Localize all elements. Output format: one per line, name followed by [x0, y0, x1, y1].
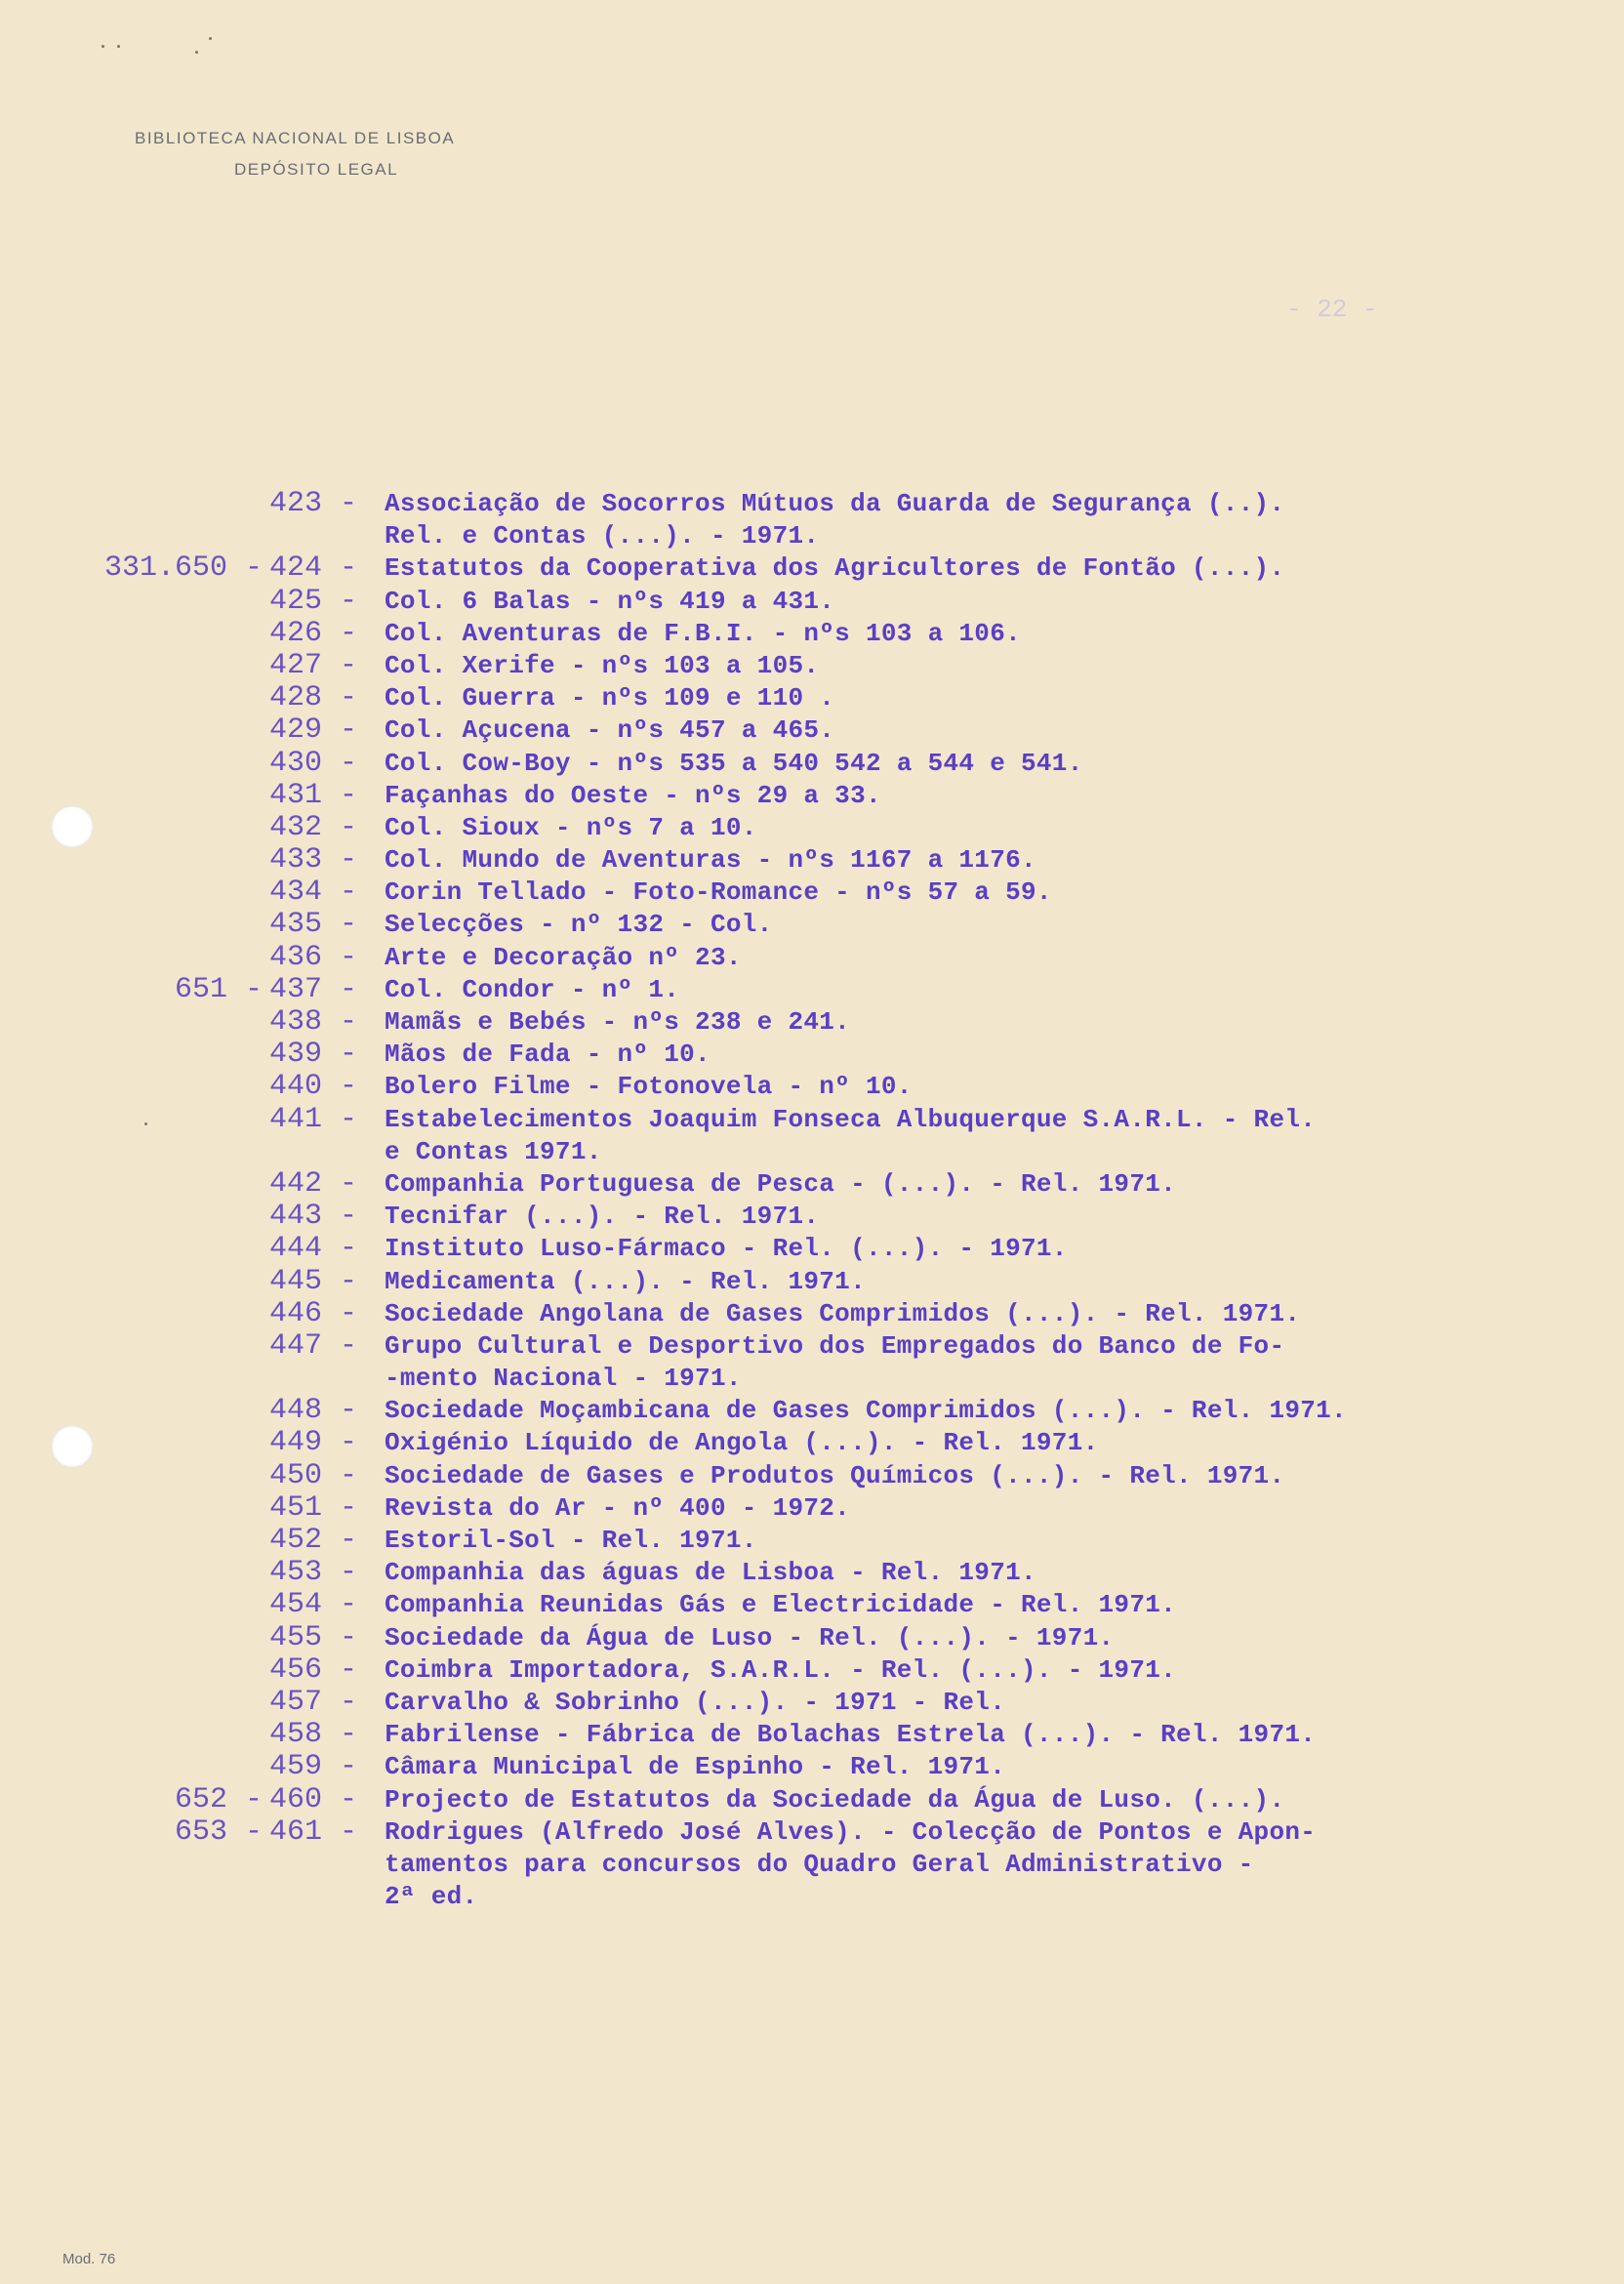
form-number: Mod. 76 [62, 2251, 116, 2267]
entry-number: 440 - [269, 1070, 358, 1104]
entry-text: Coimbra Importadora, S.A.R.L. - Rel. (...). - 1971. [385, 1654, 1177, 1685]
entry-text: Companhia das águas de Lisboa - Rel. 1971. [385, 1558, 1036, 1588]
entry-row [0, 1233, 1624, 1265]
entry-number: 461 - [269, 1815, 358, 1849]
entry-number: 443 - [269, 1200, 358, 1234]
entry-row [0, 586, 1624, 618]
entry-number: 435 - [269, 908, 358, 942]
entry-number: 456 - [269, 1652, 358, 1687]
entry-text: e Contas 1971. [385, 1136, 602, 1166]
entry-number: 439 - [269, 1038, 358, 1072]
entry-text: Bolero Filme - Fotonovela - nº 10. [385, 1072, 913, 1102]
entry-row [0, 1427, 1624, 1459]
entry-row [0, 1201, 1624, 1233]
entry-row [0, 1719, 1624, 1751]
entry-row [0, 942, 1624, 974]
entry-row [0, 1460, 1624, 1492]
entry-number: 448 - [269, 1394, 358, 1428]
entry-text: Oxigénio Líquido de Angola (...). - Rel. 1971. [385, 1428, 1099, 1458]
entry-number: 460 - [269, 1782, 358, 1816]
entry-row [0, 1849, 1624, 1881]
entry-text: Rodrigues (Alfredo José Alves). - Colecção de Pontos e Apon- [385, 1816, 1317, 1847]
entry-text: Col. Cow-Boy - nºs 535 a 540 542 a 544 e 541. [385, 748, 1083, 778]
paper-speck [209, 37, 212, 40]
entry-row [0, 714, 1624, 747]
entry-row [0, 1751, 1624, 1783]
entry-row [0, 488, 1624, 520]
entry-text: Fabrilense - Fábrica de Bolachas Estrela (...). - Rel. 1971. [385, 1720, 1317, 1750]
entry-number: 444 - [269, 1232, 358, 1266]
entry-number: 451 - [269, 1490, 358, 1525]
entry-number: 423 - [269, 487, 358, 520]
entry-number: 436 - [269, 940, 358, 974]
entry-text: Col. Guerra - nºs 109 e 110 . [385, 683, 835, 714]
entry-number: 453 - [269, 1556, 358, 1590]
entry-row [0, 1395, 1624, 1427]
entry-number: 438 - [269, 1005, 358, 1039]
entry-number: 428 - [269, 681, 358, 715]
entry-row [0, 974, 1624, 1006]
entry-text: Estoril-Sol - Rel. 1971. [385, 1526, 757, 1555]
entry-number: 432 - [269, 810, 358, 844]
paper-speck [102, 45, 104, 48]
entry-row [0, 1881, 1624, 1913]
entry-row [0, 780, 1624, 812]
entry-number: 437 - [269, 972, 358, 1006]
entry-number: 447 - [269, 1328, 358, 1363]
entry-number: 433 - [269, 843, 358, 877]
entry-reference-number: 331.650 - [103, 551, 263, 586]
entry-row [0, 909, 1624, 941]
entry-reference-number: 651 - [174, 972, 263, 1006]
entry-text: Col. Açucena - nºs 457 a 465. [385, 715, 835, 746]
entry-row [0, 650, 1624, 682]
entry-row [0, 1330, 1624, 1363]
entry-row [0, 682, 1624, 714]
entry-reference-number: 653 - [174, 1815, 263, 1849]
entry-number: 459 - [269, 1750, 358, 1784]
entry-text: Sociedade da Água de Luso - Rel. (...). - 1971. [385, 1622, 1115, 1652]
entry-row [0, 520, 1624, 552]
deposit-entry-list [0, 488, 1624, 1913]
entry-row [0, 618, 1624, 650]
entry-text: -mento Nacional - 1971. [385, 1364, 742, 1394]
entry-text: Col. Xerife - nºs 103 a 105. [385, 650, 820, 680]
entry-text: Medicamenta (...). - Rel. 1971. [385, 1266, 866, 1296]
entry-number: 434 - [269, 876, 358, 910]
entry-row [0, 1492, 1624, 1525]
library-name: BIBLIOTECA NACIONAL DE LISBOA [135, 129, 456, 147]
entry-text: Rel. e Contas (...). - 1971. [385, 521, 820, 551]
entry-number: 430 - [269, 746, 358, 780]
entry-row [0, 812, 1624, 844]
paper-speck [195, 51, 198, 54]
entry-text: Projecto de Estatutos da Sociedade da Água de Luso. (...). [385, 1784, 1285, 1815]
entry-text: Col. 6 Balas - nºs 419 a 431. [385, 586, 835, 616]
entry-row [0, 1136, 1624, 1168]
entry-text: Col. Sioux - nºs 7 a 10. [385, 812, 757, 842]
entry-number: 426 - [269, 616, 358, 650]
entry-row [0, 748, 1624, 780]
entry-number: 442 - [269, 1166, 358, 1201]
entry-number: 431 - [269, 778, 358, 812]
entry-number: 458 - [269, 1718, 358, 1752]
entry-row [0, 1654, 1624, 1687]
entry-text: Tecnifar (...). - Rel. 1971. [385, 1202, 820, 1232]
entry-row [0, 1816, 1624, 1849]
entry-text: Selecções - nº 132 - Col. [385, 910, 773, 940]
entry-row [0, 1557, 1624, 1589]
entry-number: 427 - [269, 648, 358, 682]
entry-row [0, 1266, 1624, 1298]
entry-row [0, 1784, 1624, 1816]
entry-row [0, 1363, 1624, 1395]
entry-row [0, 1071, 1624, 1103]
entry-text: Revista do Ar - nº 400 - 1972. [385, 1492, 851, 1523]
entry-number: 446 - [269, 1296, 358, 1330]
entry-text: Corin Tellado - Foto-Romance - nºs 57 a 59. [385, 877, 1052, 908]
entry-text: Col. Condor - nº 1. [385, 974, 680, 1004]
entry-row [0, 1298, 1624, 1330]
entry-row [0, 552, 1624, 585]
entry-number: 450 - [269, 1458, 358, 1492]
entry-text: Companhia Portuguesa de Pesca - (...). - Rel. 1971. [385, 1168, 1177, 1199]
entry-text: Sociedade Moçambicana de Gases Comprimidos (...). - Rel. 1971. [385, 1396, 1347, 1426]
entry-text: Carvalho & Sobrinho (...). - 1971 - Rel. [385, 1687, 1006, 1717]
entry-row [0, 1525, 1624, 1557]
entry-text: Instituto Luso-Fármaco - Rel. (...). - 1971. [385, 1234, 1068, 1264]
entry-text: tamentos para concursos do Quadro Geral Administrativo - [385, 1849, 1254, 1879]
entry-text: Mãos de Fada - nº 10. [385, 1040, 710, 1070]
entry-text: Arte e Decoração nº 23. [385, 942, 742, 972]
entry-number: 449 - [269, 1426, 358, 1460]
entry-text: Sociedade de Gases e Produtos Químicos (...). - Rel. 1971. [385, 1460, 1285, 1490]
entry-text: 2ª ed. [385, 1882, 478, 1912]
entry-text: Façanhas do Oeste - nºs 29 a 33. [385, 780, 881, 810]
entry-text: Grupo Cultural e Desportivo dos Empregados do Banco de Fo- [385, 1330, 1285, 1361]
entry-number: 455 - [269, 1620, 358, 1654]
entry-text: Col. Aventuras de F.B.I. - nºs 103 a 106. [385, 618, 1022, 648]
entry-number: 457 - [269, 1685, 358, 1719]
entry-number: 454 - [269, 1588, 358, 1622]
entry-row [0, 1006, 1624, 1039]
entry-number: 452 - [269, 1524, 358, 1557]
entry-number: 445 - [269, 1264, 358, 1298]
entry-row [0, 1168, 1624, 1201]
entry-row [0, 877, 1624, 909]
entry-reference-number: 652 - [174, 1782, 263, 1816]
entry-row [0, 1589, 1624, 1621]
entry-text: Companhia Reunidas Gás e Electricidade - Rel. 1971. [385, 1590, 1177, 1620]
entry-text: Sociedade Angolana de Gases Comprimidos (...). - Rel. 1971. [385, 1298, 1301, 1328]
page-number: - 22 - [1286, 295, 1378, 324]
entry-number: 425 - [269, 584, 358, 618]
entry-text: Col. Mundo de Aventuras - nºs 1167 a 1176. [385, 845, 1036, 876]
entry-text: Estabelecimentos Joaquim Fonseca Albuquerque S.A.R.L. - Rel. [385, 1104, 1317, 1134]
entry-row [0, 1622, 1624, 1654]
entry-number: 424 - [269, 551, 358, 586]
paper-speck [117, 45, 120, 48]
entry-text: Mamãs e Bebés - nºs 238 e 241. [385, 1007, 851, 1037]
entry-text: Estatutos da Cooperativa dos Agricultores de Fontão (...). [385, 553, 1285, 584]
entry-row [0, 1687, 1624, 1719]
entry-row [0, 844, 1624, 877]
entry-text: Associação de Socorros Mútuos da Guarda de Segurança (..). [385, 489, 1285, 518]
entry-text: Câmara Municipal de Espinho - Rel. 1971. [385, 1752, 1006, 1782]
entry-number: 429 - [269, 714, 358, 748]
department-name: DEPÓSITO LEGAL [234, 160, 399, 179]
entry-number: 441 - [269, 1102, 358, 1136]
entry-row [0, 1104, 1624, 1136]
entry-row [0, 1039, 1624, 1071]
